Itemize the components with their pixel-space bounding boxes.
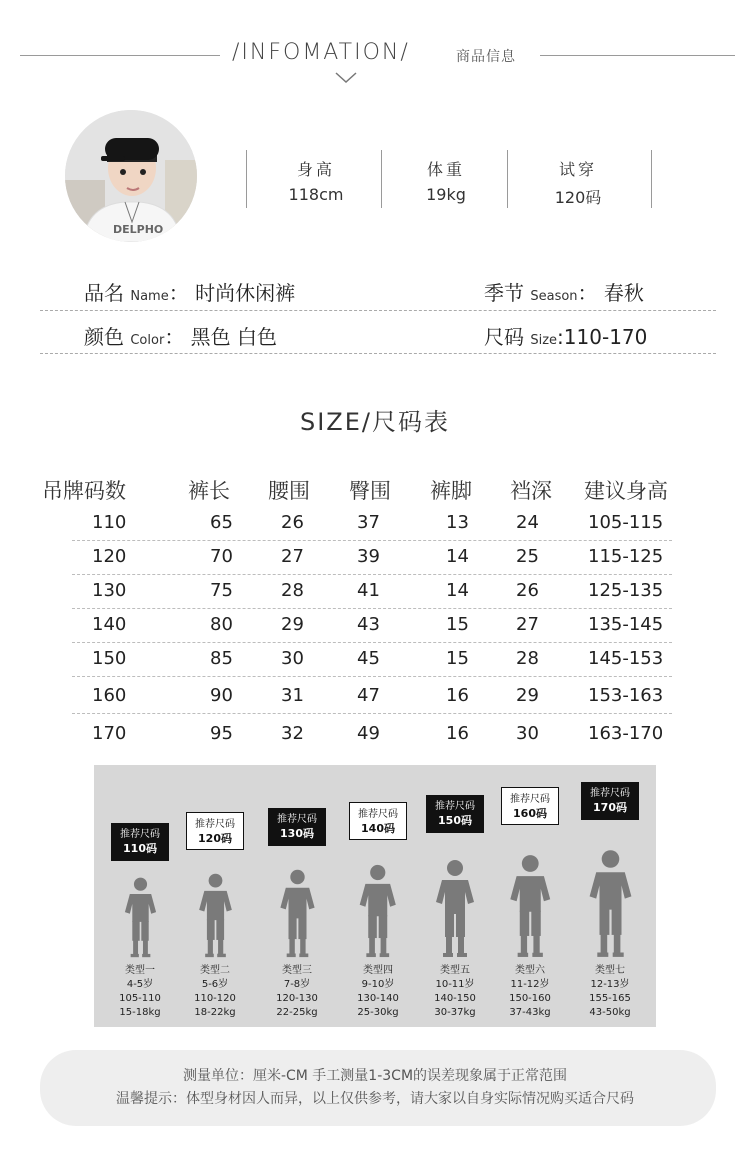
size-badge bbox=[186, 812, 244, 850]
figure-height: 140-150 bbox=[434, 993, 476, 1004]
figure-caption bbox=[105, 964, 175, 1020]
table-cell: 15 bbox=[446, 614, 469, 635]
figure-caption bbox=[495, 964, 565, 1020]
table-cell: 130 bbox=[92, 580, 127, 601]
size-badge bbox=[268, 808, 326, 846]
size-badge-label: 推荐尺码 bbox=[435, 801, 475, 812]
table-cell: 31 bbox=[281, 685, 304, 706]
table-header-1: 裤长 bbox=[188, 479, 230, 503]
product-name-value: 时尚休闲裤 bbox=[195, 281, 296, 305]
chevron-down-icon bbox=[335, 72, 357, 84]
table-row-divider bbox=[72, 713, 672, 714]
figure-weight: 30-37kg bbox=[434, 1007, 476, 1018]
table-cell: 26 bbox=[281, 512, 304, 533]
table-cell: 39 bbox=[357, 546, 380, 567]
figure-weight: 15-18kg bbox=[119, 1007, 161, 1018]
table-header-5: 裆深 bbox=[510, 479, 552, 503]
product-season-value: 春秋 bbox=[603, 281, 644, 305]
table-cell: 49 bbox=[357, 723, 380, 744]
model-divider-4 bbox=[651, 150, 652, 208]
table-cell: 95 bbox=[210, 723, 233, 744]
figure-type: 类型七 bbox=[595, 965, 625, 976]
table-cell: 115-125 bbox=[588, 546, 664, 567]
product-season-en: Season bbox=[530, 289, 578, 304]
product-color: 颜色 Color： 黑色 白色 bbox=[84, 325, 278, 349]
table-cell: 125-135 bbox=[588, 580, 664, 601]
product-name: 品名 Name： 时尚休闲裤 bbox=[84, 281, 296, 305]
table-cell: 47 bbox=[357, 685, 380, 706]
table-cell: 70 bbox=[210, 546, 233, 567]
figure-type: 类型一 bbox=[125, 965, 155, 976]
table-cell: 28 bbox=[281, 580, 304, 601]
product-size-value: 110-170 bbox=[563, 325, 648, 349]
child-silhouette-icon bbox=[354, 863, 402, 958]
size-table-title: SIZE/尺码表 bbox=[299, 408, 450, 436]
figure-type: 类型四 bbox=[363, 965, 393, 976]
child-silhouette-icon bbox=[504, 853, 557, 958]
table-cell: 163-170 bbox=[588, 723, 664, 744]
child-silhouette-icon bbox=[194, 872, 237, 958]
table-cell: 13 bbox=[446, 512, 469, 533]
table-cell: 105-115 bbox=[588, 512, 664, 533]
table-cell: 65 bbox=[210, 512, 233, 533]
table-cell: 14 bbox=[446, 546, 469, 567]
table-cell: 85 bbox=[210, 648, 233, 669]
table-cell: 32 bbox=[281, 723, 304, 744]
table-cell: 45 bbox=[357, 648, 380, 669]
size-badge bbox=[426, 795, 484, 833]
header-line-right bbox=[540, 55, 735, 56]
size-badge-size: 120码 bbox=[198, 832, 232, 845]
table-row-divider bbox=[72, 676, 672, 677]
figure-age: 4-5岁 bbox=[126, 979, 154, 990]
model-divider-1 bbox=[246, 150, 247, 208]
table-header-4: 裤脚 bbox=[430, 479, 472, 503]
footer-measure-note: 测量单位：厘米-CM 手工测量1-3CM的误差现象属于正常范围 bbox=[182, 1068, 568, 1084]
product-color-label: 颜色 bbox=[84, 325, 124, 349]
table-cell: 120 bbox=[92, 546, 127, 567]
header-line-left bbox=[20, 55, 220, 56]
figure-age: 10-11岁 bbox=[435, 979, 475, 990]
footer-tip-note: 温馨提示：体型身材因人而异，以上仅供参考，请大家以自身实际情况购买适合尺码 bbox=[116, 1091, 634, 1107]
child-silhouette-icon bbox=[275, 868, 320, 958]
info-divider-1 bbox=[40, 310, 716, 311]
figure-height: 120-130 bbox=[276, 993, 318, 1004]
model-height-value: 118cm bbox=[288, 185, 344, 204]
size-badge-label: 推荐尺码 bbox=[510, 794, 550, 805]
figure-height: 105-110 bbox=[119, 993, 161, 1004]
model-tryon-label: 试穿 bbox=[558, 160, 597, 179]
table-cell: 27 bbox=[516, 614, 539, 635]
table-cell: 16 bbox=[446, 723, 469, 744]
table-cell: 43 bbox=[357, 614, 380, 635]
table-cell: 14 bbox=[446, 580, 469, 601]
size-badge-size: 130码 bbox=[280, 827, 314, 840]
table-cell: 75 bbox=[210, 580, 233, 601]
table-header-6: 建议身高 bbox=[584, 479, 668, 503]
header-title-en: /INFOMATION/ bbox=[232, 40, 410, 65]
table-row-divider bbox=[72, 608, 672, 609]
size-badge bbox=[501, 787, 559, 825]
table-cell: 29 bbox=[516, 685, 539, 706]
size-badge-size: 140码 bbox=[361, 822, 395, 835]
table-row-divider bbox=[72, 642, 672, 643]
table-cell: 170 bbox=[92, 723, 127, 744]
size-badge-size: 150码 bbox=[438, 814, 472, 827]
model-tryon-value: 120码 bbox=[554, 188, 602, 207]
figure-age: 12-13岁 bbox=[590, 979, 630, 990]
figure-caption bbox=[575, 964, 645, 1020]
figure-caption bbox=[420, 964, 490, 1020]
figure-caption bbox=[262, 964, 332, 1020]
table-cell: 16 bbox=[446, 685, 469, 706]
figure-weight: 18-22kg bbox=[194, 1007, 236, 1018]
size-badge bbox=[111, 823, 169, 861]
figure-weight: 43-50kg bbox=[589, 1007, 631, 1018]
table-cell: 24 bbox=[516, 512, 539, 533]
figure-height: 155-165 bbox=[589, 993, 631, 1004]
table-cell: 26 bbox=[516, 580, 539, 601]
model-weight-value: 19kg bbox=[426, 185, 466, 204]
product-size: 尺码 Size:110-170 bbox=[484, 325, 648, 349]
table-cell: 25 bbox=[516, 546, 539, 567]
model-shirt-print: DELPHO bbox=[113, 223, 164, 236]
figure-type: 类型五 bbox=[440, 965, 470, 976]
table-cell: 15 bbox=[446, 648, 469, 669]
figure-age: 9-10岁 bbox=[361, 979, 395, 990]
table-cell: 153-163 bbox=[588, 685, 664, 706]
product-season: 季节 Season： 春秋 bbox=[484, 281, 644, 305]
figure-caption bbox=[180, 964, 250, 1020]
model-divider-3 bbox=[507, 150, 508, 208]
table-cell: 135-145 bbox=[588, 614, 664, 635]
table-cell: 27 bbox=[281, 546, 304, 567]
figure-type: 类型六 bbox=[515, 965, 545, 976]
model-divider-2 bbox=[381, 150, 382, 208]
figure-age: 11-12岁 bbox=[510, 979, 550, 990]
figure-weight: 25-30kg bbox=[357, 1007, 399, 1018]
table-cell: 110 bbox=[92, 512, 127, 533]
size-badge-size: 170码 bbox=[593, 801, 627, 814]
table-cell: 29 bbox=[281, 614, 304, 635]
header-title-cn: 商品信息 bbox=[456, 49, 516, 65]
size-badge-size: 160码 bbox=[513, 807, 547, 820]
table-cell: 28 bbox=[516, 648, 539, 669]
table-cell: 30 bbox=[281, 648, 304, 669]
table-cell: 37 bbox=[357, 512, 380, 533]
size-badge-label: 推荐尺码 bbox=[590, 788, 630, 799]
product-size-label: 尺码 bbox=[484, 325, 524, 349]
table-cell: 140 bbox=[92, 614, 127, 635]
table-cell: 90 bbox=[210, 685, 233, 706]
model-height-label: 身高 bbox=[296, 160, 335, 179]
size-badge-size: 110码 bbox=[123, 842, 157, 855]
figure-type: 类型三 bbox=[282, 965, 312, 976]
model-weight-label: 体重 bbox=[426, 160, 465, 179]
model-avatar bbox=[65, 110, 197, 242]
figure-height: 150-160 bbox=[509, 993, 551, 1004]
figure-age: 7-8岁 bbox=[283, 979, 311, 990]
table-header-2: 腰围 bbox=[268, 479, 310, 503]
child-silhouette-icon bbox=[430, 858, 480, 958]
table-cell: 145-153 bbox=[588, 648, 664, 669]
size-badge bbox=[349, 802, 407, 840]
product-color-value: 黑色 白色 bbox=[190, 325, 278, 349]
figure-caption bbox=[343, 964, 413, 1020]
size-badge-label: 推荐尺码 bbox=[358, 809, 398, 820]
figure-weight: 37-43kg bbox=[509, 1007, 551, 1018]
table-cell: 150 bbox=[92, 648, 127, 669]
figure-type: 类型二 bbox=[200, 965, 230, 976]
figure-age: 5-6岁 bbox=[201, 979, 229, 990]
table-cell: 80 bbox=[210, 614, 233, 635]
info-divider-2 bbox=[40, 353, 716, 354]
figure-weight: 22-25kg bbox=[276, 1007, 318, 1018]
table-cell: 41 bbox=[357, 580, 380, 601]
table-header-0: 吊牌码数 bbox=[42, 479, 126, 503]
figure-height: 130-140 bbox=[357, 993, 399, 1004]
product-season-label: 季节 bbox=[484, 281, 524, 305]
table-row-divider bbox=[72, 574, 672, 575]
table-header-3: 臀围 bbox=[349, 479, 391, 503]
size-badge-label: 推荐尺码 bbox=[277, 814, 317, 825]
size-badge-label: 推荐尺码 bbox=[120, 829, 160, 840]
size-badge-label: 推荐尺码 bbox=[195, 819, 235, 830]
figure-height: 110-120 bbox=[194, 993, 236, 1004]
table-row-divider bbox=[72, 540, 672, 541]
table-cell: 160 bbox=[92, 685, 127, 706]
child-silhouette-icon bbox=[583, 848, 638, 958]
table-cell: 30 bbox=[516, 723, 539, 744]
product-name-en: Name bbox=[130, 289, 169, 304]
size-badge bbox=[581, 782, 639, 820]
product-size-en: Size bbox=[530, 333, 558, 348]
child-silhouette-icon bbox=[120, 876, 161, 958]
product-name-label: 品名 bbox=[84, 281, 124, 305]
product-color-en: Color bbox=[130, 333, 165, 348]
